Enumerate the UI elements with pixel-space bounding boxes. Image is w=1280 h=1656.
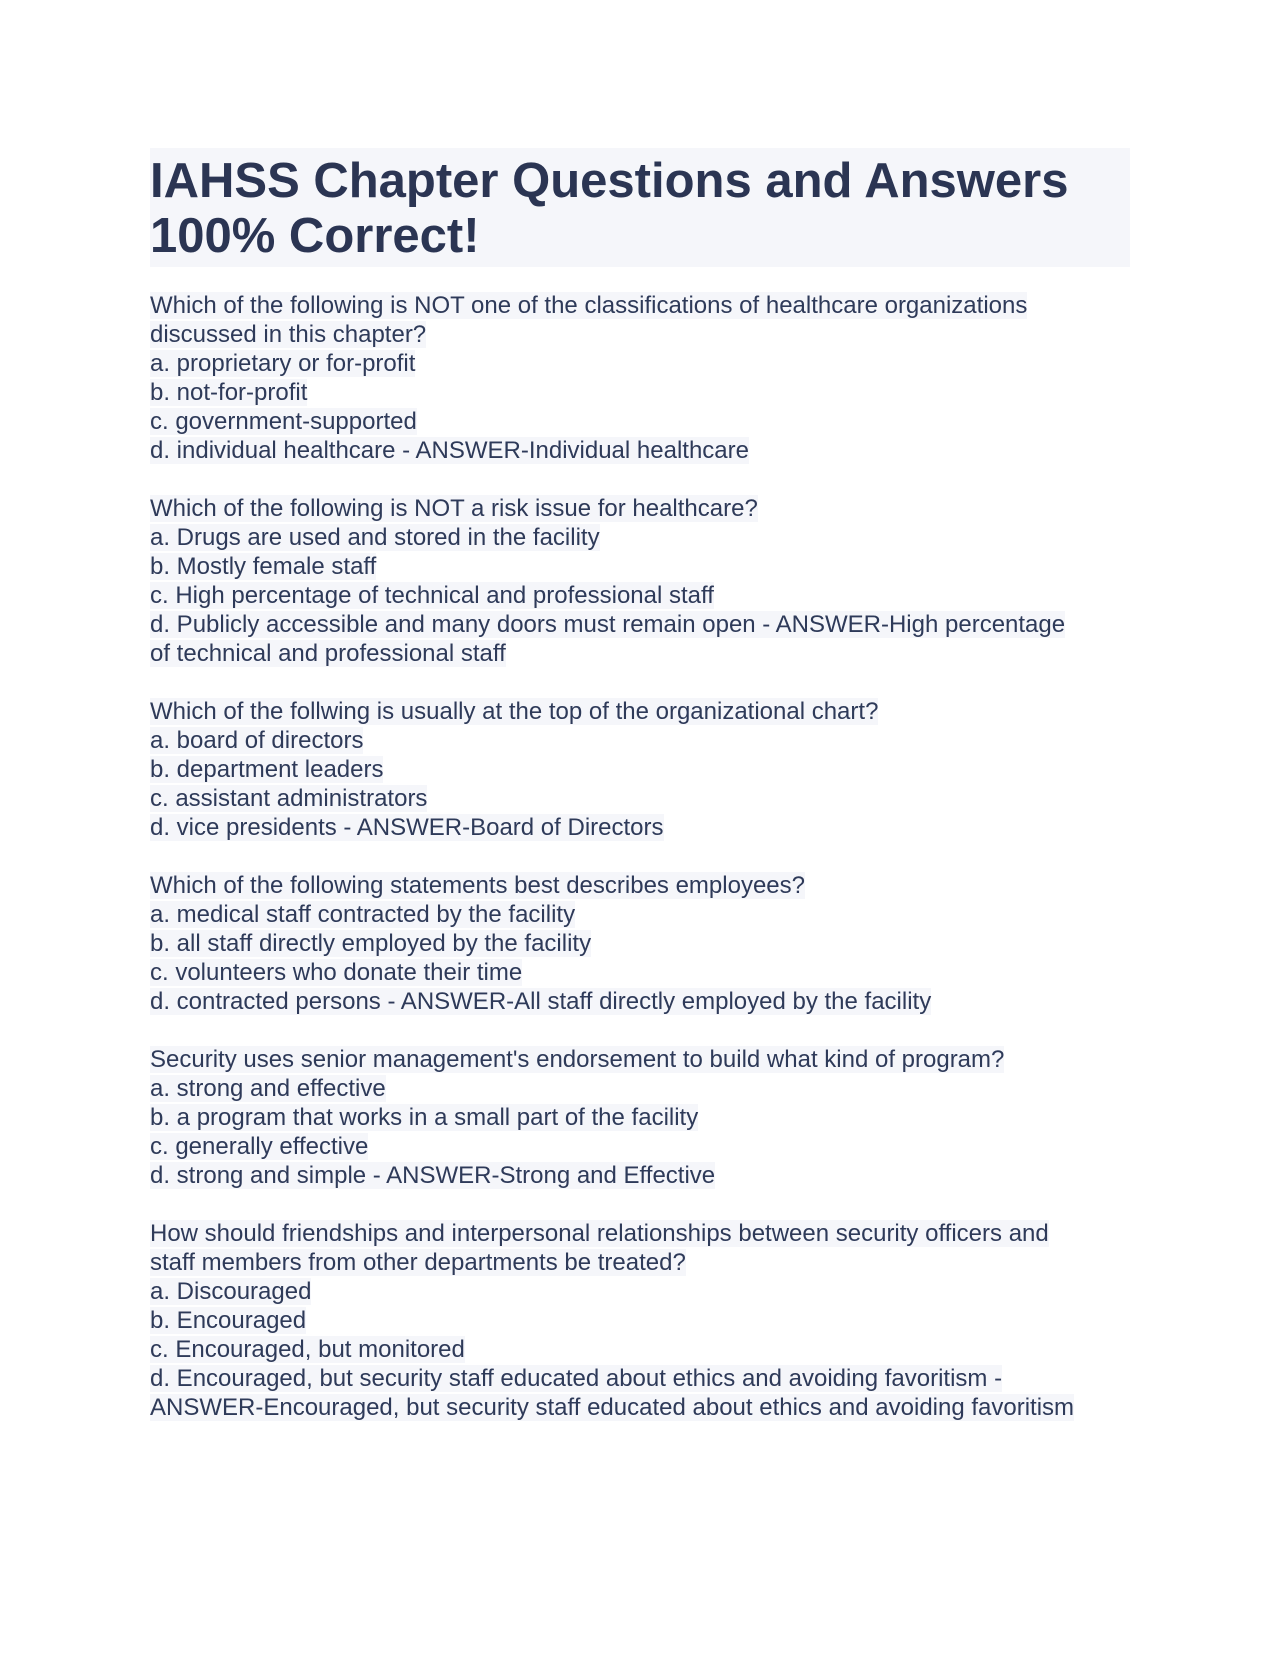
- question-block: [150, 291, 1130, 465]
- answer-text-line: [150, 1248, 1130, 1277]
- answer-text-line: [150, 639, 1130, 668]
- text-line: staff members from other departments be treated?: [150, 1249, 686, 1276]
- answer-text-line: [150, 958, 1130, 987]
- text-line: b. a program that works in a small part of the facility: [150, 1104, 699, 1131]
- text-line: Which of the following statements best describes employees?: [150, 872, 805, 899]
- text-line: discussed in this chapter?: [150, 321, 427, 348]
- answer-text-line: [150, 1277, 1130, 1306]
- text-line: c. Encouraged, but monitored: [150, 1336, 465, 1363]
- answer-text-line: [150, 726, 1130, 755]
- question-block: [150, 1219, 1130, 1422]
- document-page: [150, 148, 1130, 1451]
- question-block: [150, 494, 1130, 668]
- question-text-line: [150, 1219, 1130, 1248]
- text-line: a. proprietary or for-profit: [150, 350, 416, 377]
- text-line: d. strong and simple - ANSWER-Strong and Effective: [150, 1162, 716, 1189]
- answer-text-line: [150, 436, 1130, 465]
- question-list: [150, 291, 1130, 1422]
- answer-text-line: [150, 1364, 1130, 1393]
- text-line: How should friendships and interpersonal relationships between security officers and: [150, 1220, 1049, 1247]
- title-line-1: IAHSS Chapter Questions and Answers: [150, 154, 1069, 208]
- text-line: b. department leaders: [150, 756, 384, 783]
- text-line: Which of the following is NOT one of the classifications of healthcare organizations: [150, 292, 1028, 319]
- document-title: [150, 148, 1130, 267]
- answer-text-line: [150, 610, 1130, 639]
- answer-text-line: [150, 929, 1130, 958]
- text-line: d. vice presidents - ANSWER-Board of Directors: [150, 814, 664, 841]
- text-line: a. board of directors: [150, 727, 364, 754]
- text-line: ANSWER-Encouraged, but security staff educated about ethics and avoiding favoritism: [150, 1394, 1075, 1421]
- question-text-line: [150, 697, 1130, 726]
- answer-text-line: [150, 1335, 1130, 1364]
- answer-text-line: [150, 1074, 1130, 1103]
- text-line: a. strong and effective: [150, 1075, 386, 1102]
- text-line: Security uses senior management's endorsement to build what kind of program?: [150, 1046, 1005, 1073]
- text-line: a. Discouraged: [150, 1278, 312, 1305]
- answer-text-line: [150, 1306, 1130, 1335]
- text-line: Which of the following is NOT a risk issue for healthcare?: [150, 495, 758, 522]
- answer-text-line: [150, 1393, 1130, 1422]
- answer-text-line: [150, 407, 1130, 436]
- text-line: d. Encouraged, but security staff educated about ethics and avoiding favoritism -: [150, 1365, 1003, 1392]
- answer-text-line: [150, 755, 1130, 784]
- answer-text-line: [150, 320, 1130, 349]
- question-block: [150, 871, 1130, 1016]
- text-line: d. Publicly accessible and many doors must remain open - ANSWER-High percentage: [150, 611, 1066, 638]
- question-text-line: [150, 494, 1130, 523]
- text-line: b. Encouraged: [150, 1307, 307, 1334]
- text-line: c. High percentage of technical and professional staff: [150, 582, 714, 609]
- answer-text-line: [150, 1132, 1130, 1161]
- text-line: c. generally effective: [150, 1133, 369, 1160]
- text-line: Which of the follwing is usually at the top of the organizational chart?: [150, 698, 879, 725]
- text-line: b. Mostly female staff: [150, 553, 377, 580]
- text-line: c. government-supported: [150, 408, 417, 435]
- answer-text-line: [150, 900, 1130, 929]
- text-line: d. individual healthcare - ANSWER-Individual healthcare: [150, 437, 749, 464]
- question-text-line: [150, 871, 1130, 900]
- answer-text-line: [150, 581, 1130, 610]
- answer-text-line: [150, 784, 1130, 813]
- text-line: a. Drugs are used and stored in the facility: [150, 524, 600, 551]
- text-line: c. assistant administrators: [150, 785, 428, 812]
- title-line-2: 100% Correct!: [150, 209, 480, 263]
- text-line: d. contracted persons - ANSWER-All staff directly employed by the facility: [150, 988, 932, 1015]
- answer-text-line: [150, 1103, 1130, 1132]
- answer-text-line: [150, 349, 1130, 378]
- answer-text-line: [150, 378, 1130, 407]
- answer-text-line: [150, 1161, 1130, 1190]
- question-block: [150, 1045, 1130, 1190]
- text-line: a. medical staff contracted by the facility: [150, 901, 576, 928]
- text-line: of technical and professional staff: [150, 640, 506, 667]
- text-line: b. not-for-profit: [150, 379, 308, 406]
- answer-text-line: [150, 987, 1130, 1016]
- text-line: b. all staff directly employed by the facility: [150, 930, 592, 957]
- answer-text-line: [150, 523, 1130, 552]
- question-text-line: [150, 291, 1130, 320]
- question-text-line: [150, 1045, 1130, 1074]
- question-block: [150, 697, 1130, 842]
- text-line: c. volunteers who donate their time: [150, 959, 523, 986]
- answer-text-line: [150, 813, 1130, 842]
- answer-text-line: [150, 552, 1130, 581]
